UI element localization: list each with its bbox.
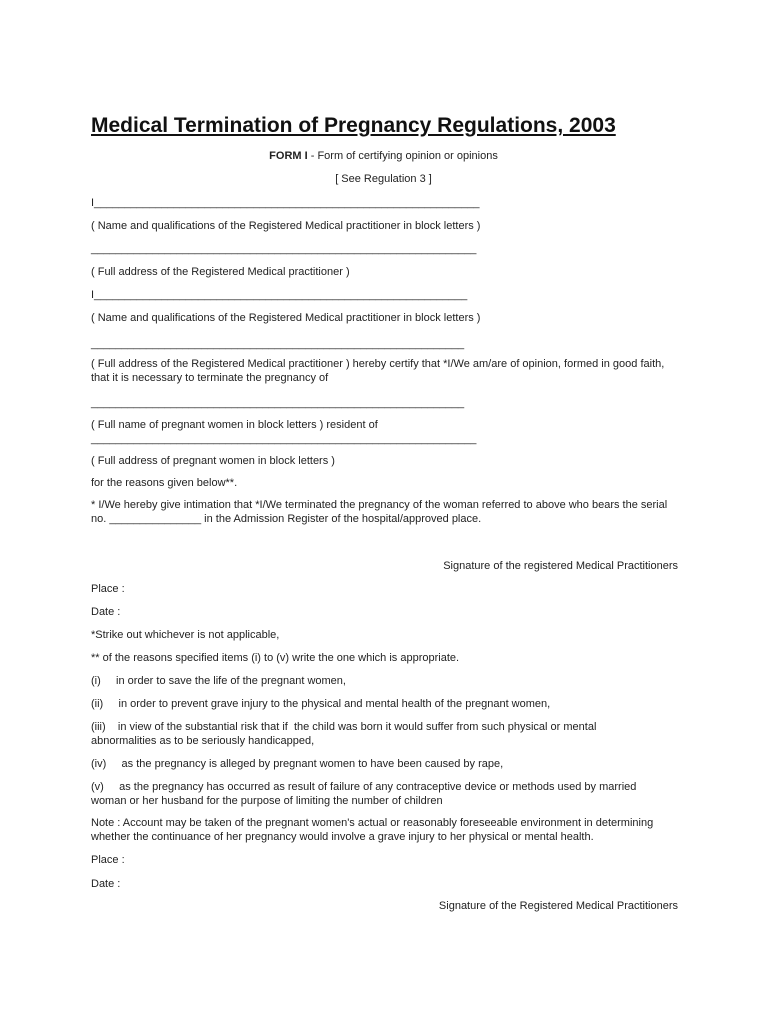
pregnant-woman-address-caption: ( Full address of pregnant women in block letters ) [91,455,335,467]
signature-line-1: Signature of the registered Medical Practitioners [443,560,678,572]
pregnant-woman-name-blank: _____________________________________________________________ [91,397,465,409]
reasons-intro: ** of the reasons specified items (i) to (v) write the one which is appropriate. [91,652,460,664]
signature-line-2: Signature of the Registered Medical Practitioners [438,900,678,912]
practitioner-name-blank-2: I_____________________________________________________________ [91,289,468,301]
certification-paragraph: ( Full address of the Registered Medical practitioner ) hereby certify that *I/We am/are of opinion, formed in good faith, that it is necessary to terminate the pregnancy of [91,358,665,384]
note-paragraph: Note : Account may be taken of the pregnant women's actual or reasonably foreseeable environment in determining whether the continuance of her pregnancy would involve a grave injury to her physical or mental health. [91,817,654,843]
reason-item: (iv) as the pregnancy is alleged by pregnant women to have been caused by rape, [91,758,504,770]
pregnant-woman-name-caption: ( Full name of pregnant women in block letters ) resident of [91,419,378,431]
form-description: - Form of certifying opinion or opinions [307,150,498,162]
reason-item: (v) as the pregnancy has occurred as result of failure of any contraceptive device or methods used by married woman or her husband for the purpose of limiting the number of children [91,781,640,807]
reason-item: (iii) in view of the substantial risk that if the child was born it would suffer from such physical or mental abnormalities as to be seriously handicapped, [91,721,600,747]
form-heading [91,149,676,163]
page-title: Medical Termination of Pregnancy Regulations, 2003 [91,114,616,137]
place-field-1: Place : [91,583,125,595]
practitioner-name-caption-1: ( Name and qualifications of the Registered Medical practitioner in block letters ) [91,220,481,232]
practitioner-name-blank-1: I_______________________________________________________________ [91,197,480,209]
strike-out-note: *Strike out whichever is not applicable, [91,629,280,641]
date-field-1: Date : [91,606,121,618]
practitioner-address-caption-1: ( Full address of the Registered Medical practitioner ) [91,266,350,278]
practitioner-address-blank-1: _______________________________________________________________ [91,243,477,255]
reason-item: (ii) in order to prevent grave injury to the physical and mental health of the pregnant women, [91,698,551,710]
reasons-given-line: for the reasons given below**. [91,477,238,489]
practitioner-name-caption-2: ( Name and qualifications of the Registered Medical practitioner in block letters ) [91,312,481,324]
intimation-paragraph: * I/We hereby give intimation that *I/We terminated the pregnancy of the woman referred to above who bears the serial no. _______________ in the Admission Register of the hospital/approved place. [91,499,668,525]
reason-item: (i) in order to save the life of the pregnant women, [91,675,346,687]
practitioner-address-blank-2: _____________________________________________________________ [91,338,465,350]
regulation-reference: [ See Regulation 3 ] [335,173,432,185]
place-field-2: Place : [91,854,125,866]
date-field-2: Date : [91,878,121,890]
form-number: FORM I [269,150,308,162]
pregnant-woman-address-blank: _______________________________________________________________ [91,433,477,445]
